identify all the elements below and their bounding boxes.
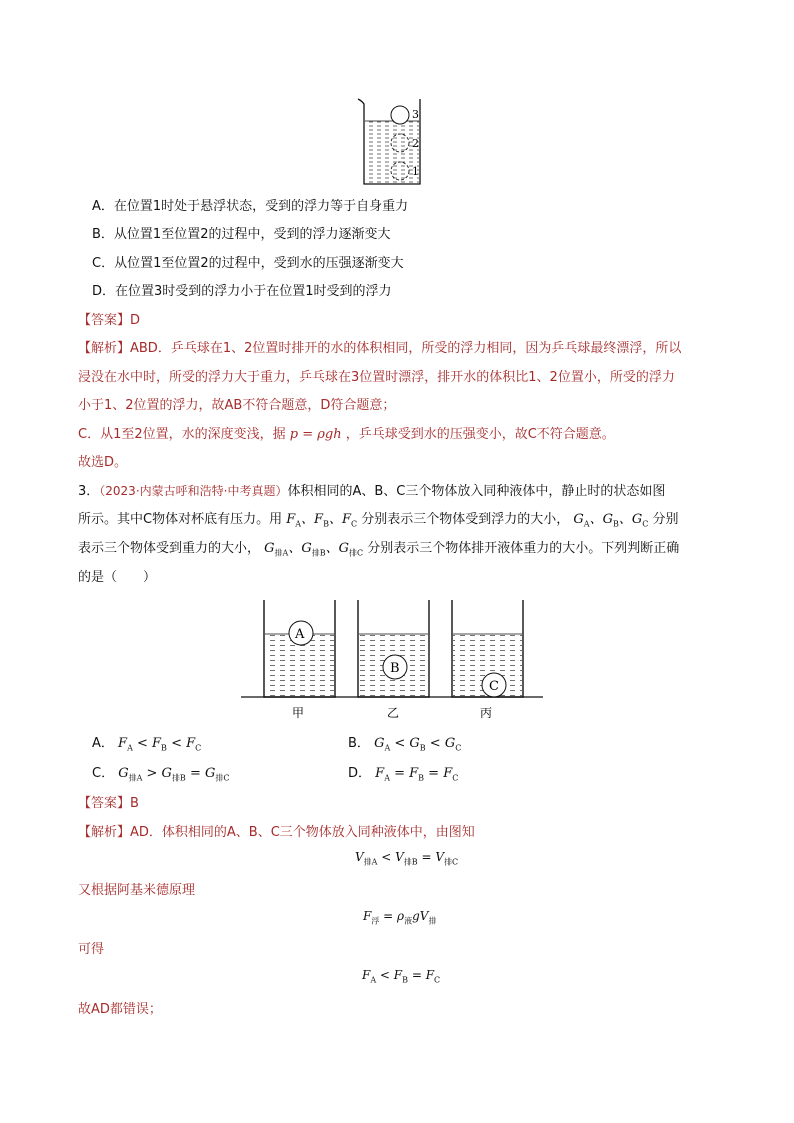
q2-option-c: C．从位置1至位置2的过程中，受到水的压强逐渐变大: [92, 256, 404, 271]
position-label-2: 2: [412, 137, 419, 150]
symbol-fa-fb-fc: $F_A$、$F_B$、$F_C$: [286, 512, 358, 529]
q3-analysis-line1: 【解析】AD．体积相同的A、B、C三个物体放入同种液体中，由图知: [78, 825, 475, 840]
q3-stem-line2: [78, 508, 679, 529]
q2-option-d: D．在位置3时受到的浮力小于在位置1时受到的浮力: [92, 284, 392, 299]
q3-stem2-post: 分别表示三个物体受到浮力的大小，: [361, 512, 570, 527]
q3-answer: 【答案】B: [78, 796, 139, 811]
beaker-figure: [352, 96, 448, 188]
text-thus: 可得: [78, 942, 105, 957]
q3-option-d-formula: $F_A = F_B = F_C$: [375, 766, 459, 783]
text-archimedes: 又根据阿基米德原理: [78, 883, 196, 898]
q3-option-b-label: B．: [348, 736, 370, 751]
position-label-3: 3: [412, 108, 419, 121]
q3-option-b: [348, 732, 461, 753]
q2-analysis-line1: 【解析】ABD．乒乓球在1、2位置时排开的水的体积相同，所受的浮力相同，因为乒乓球最终漂浮，所以: [78, 341, 682, 356]
q3-option-a-label: A．: [92, 736, 114, 751]
symbol-ga-gb-gc: $G_A$、$G_B$、$G_C$: [573, 512, 649, 529]
q2-answer: 【答案】D: [78, 313, 141, 328]
caption-bing: 丙: [480, 706, 493, 720]
q2-analysis-line4-pre: C．从1至2位置，水的深度变浅，据: [78, 427, 286, 442]
q3-stem-line4: 的是（ ）: [78, 570, 157, 585]
ball-b-label: B: [390, 661, 400, 676]
q3-stem3-pre: 表示三个物体受到重力的大小，: [78, 541, 261, 556]
q3-stem2-pre: 所示。其中C物体对杯底有压力。用: [78, 512, 283, 527]
q3-option-c-label: C．: [92, 766, 115, 781]
q2-analysis-line4: [78, 423, 615, 442]
formula-result: $F_A < F_B = F_C$: [362, 968, 441, 985]
q3-stem-line3: [78, 537, 679, 559]
q2-analysis-line3: 小于1、2位置的浮力，故AB不符合题意，D符合题意；: [78, 398, 396, 413]
q3-stem2-tail: 分别: [652, 512, 679, 527]
q3-option-a-formula: $F_A < F_B < F_C$: [118, 736, 202, 753]
ball-c-label: C: [489, 679, 499, 694]
q3-source: （2023·内蒙古呼和浩特·中考真题）: [99, 484, 288, 498]
q3-option-d-label: D．: [348, 766, 372, 781]
three-containers-figure: [238, 598, 548, 722]
q3-stem1: 体积相同的A、B、C三个物体放入同种液体中，静止时的状态如图: [287, 484, 666, 499]
symbol-gpai: $G_{排A}$、$G_{排B}$、$G_{排C}$: [264, 541, 364, 558]
q2-analysis-line2: 浸没在水中时，所受的浮力大于重力，乒乓球在3位置时漂浮，排开水的体积比1、2位置小，所受的浮力: [78, 370, 675, 385]
caption-yi: 乙: [387, 706, 400, 720]
q2-conclusion: 故选D。: [78, 455, 128, 470]
q3-option-c: [92, 762, 230, 784]
q3-option-c-formula: $G_{排A} > G_{排B} = G_{排C}$: [118, 766, 230, 783]
q2-option-b: B．从位置1至位置2的过程中，受到的浮力逐渐变大: [92, 227, 391, 242]
q3-option-b-formula: $G_A < G_B < G_C$: [374, 736, 462, 753]
q2-analysis-line4-post: ，乒乓球受到水的压强变小，故C不符合题意。: [345, 427, 615, 442]
position-label-1: 1: [412, 165, 419, 178]
q3-option-d: [348, 762, 458, 783]
pressure-formula: p = ρgh: [289, 427, 342, 442]
q3-stem-line1: [78, 480, 665, 499]
ball-a-label: A: [295, 627, 305, 642]
ball-position-3: [391, 106, 409, 124]
q3-option-a: [92, 732, 201, 753]
q3-stem3-post: 分别表示三个物体排开液体重力的大小。下列判断正确: [367, 541, 680, 556]
q2-option-a: A．在位置1时处于悬浮状态，受到的浮力等于自身重力: [92, 199, 409, 214]
caption-jia: 甲: [292, 706, 305, 720]
q3-number: 3．: [78, 484, 100, 499]
formula-archimedes: $F_浮 = \rho_液gV_排$: [363, 909, 437, 926]
formula-v-pai: $V_{排A} < V_{排B} = V_{排C}$: [355, 850, 459, 867]
text-ad-wrong: 故AD都错误；: [78, 1002, 162, 1017]
